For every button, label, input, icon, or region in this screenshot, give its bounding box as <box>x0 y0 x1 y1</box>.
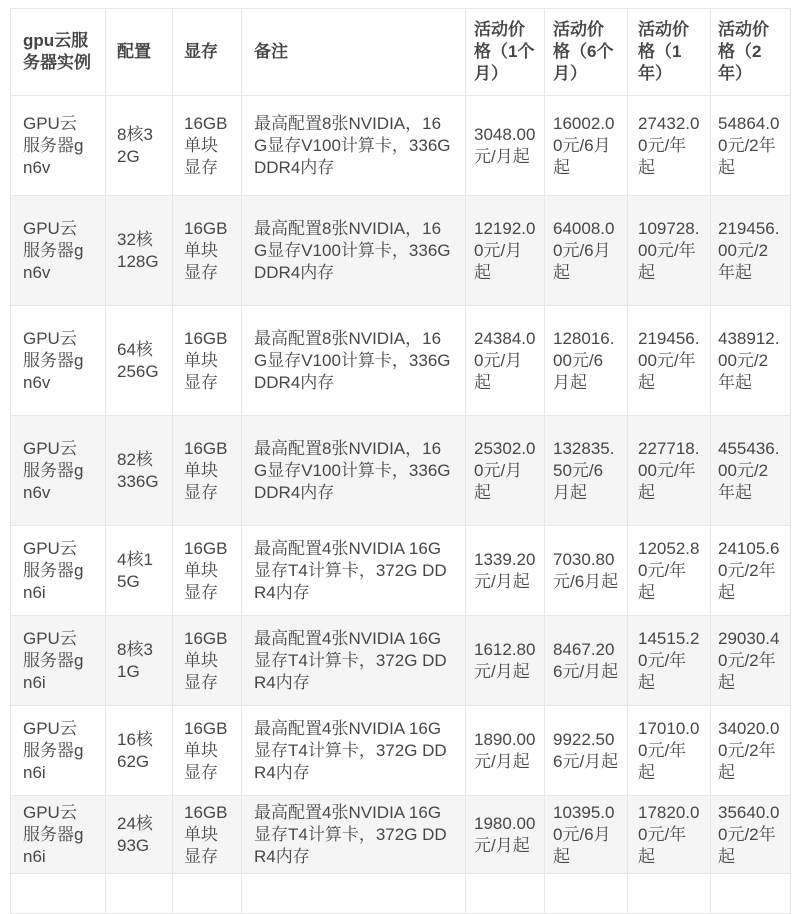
cell-price-1-month <box>466 874 545 914</box>
table-partial-row-clipped <box>11 874 791 914</box>
cell-instance: GPU云服务器gn6v <box>11 416 106 526</box>
table-header <box>11 9 791 96</box>
cell-note: 最高配置4张NVIDIA 16G显存T4计算卡，372G DDR4内存 <box>242 526 466 616</box>
cell-instance: GPU云服务器gn6v <box>11 306 106 416</box>
table-row <box>11 306 791 416</box>
table-row <box>11 416 791 526</box>
cell-vram: 16GB单块显存 <box>173 196 242 306</box>
cell-price-1-month: 1339.20元/月起 <box>466 526 545 616</box>
cell-price-1-year: 227718.00元/年起 <box>628 416 711 526</box>
cell-price-1-month: 3048.00元/月起 <box>466 96 545 196</box>
cell-price-6-month: 8467.206元/月起 <box>545 616 628 706</box>
cell-note: 最高配置4张NVIDIA 16G显存T4计算卡，372G DDR4内存 <box>242 796 466 874</box>
cell-price-1-year: 14515.20元/年起 <box>628 616 711 706</box>
header-price-6-month: 活动价格（6个月） <box>545 9 628 96</box>
cell-price-2-year: 455436.00元/2年起 <box>711 416 791 526</box>
header-price-1-month: 活动价格（1个月） <box>466 9 545 96</box>
table-row <box>11 96 791 196</box>
cell-price-6-month <box>545 874 628 914</box>
cell-price-2-year: 29030.40元/2年起 <box>711 616 791 706</box>
cell-config: 82核336G <box>106 416 173 526</box>
gpu-pricing-table <box>10 8 791 914</box>
cell-config: 4核15G <box>106 526 173 616</box>
cell-vram: 16GB单块显存 <box>173 416 242 526</box>
cell-price-1-year <box>628 874 711 914</box>
cell-note: 最高配置4张NVIDIA 16G显存T4计算卡，372G DDR4内存 <box>242 706 466 796</box>
cell-price-1-month: 1612.80元/月起 <box>466 616 545 706</box>
cell-vram: 16GB单块显存 <box>173 796 242 874</box>
cell-config: 32核128G <box>106 196 173 306</box>
table-row <box>11 706 791 796</box>
cell-vram: 16GB单块显存 <box>173 306 242 416</box>
cell-price-1-month: 25302.00元/月起 <box>466 416 545 526</box>
cell-vram: 16GB单块显存 <box>173 616 242 706</box>
cell-config: 64核256G <box>106 306 173 416</box>
cell-price-1-month: 1980.00元/月起 <box>466 796 545 874</box>
table-row <box>11 616 791 706</box>
cell-vram: 16GB单块显存 <box>173 526 242 616</box>
cell-instance <box>11 874 106 914</box>
header-config: 配置 <box>106 9 173 96</box>
cell-note <box>242 874 466 914</box>
cell-vram: 16GB单块显存 <box>173 706 242 796</box>
cell-price-6-month: 9922.506元/月起 <box>545 706 628 796</box>
cell-config: 8核31G <box>106 616 173 706</box>
cell-price-6-month: 64008.00元/6月起 <box>545 196 628 306</box>
cell-price-2-year: 34020.00元/2年起 <box>711 706 791 796</box>
header-vram: 显存 <box>173 9 242 96</box>
cell-vram: 16GB单块显存 <box>173 96 242 196</box>
cell-note: 最高配置8张NVIDIA，16G显存V100计算卡，336G DDR4内存 <box>242 96 466 196</box>
cell-instance: GPU云服务器gn6i <box>11 796 106 874</box>
table-row <box>11 874 791 914</box>
cell-price-2-year: 219456.00元/2年起 <box>711 196 791 306</box>
cell-price-6-month: 10395.00元/6月起 <box>545 796 628 874</box>
cell-note: 最高配置8张NVIDIA，16G显存V100计算卡，336G DDR4内存 <box>242 416 466 526</box>
header-price-2-year: 活动价格（2年） <box>711 9 791 96</box>
cell-price-1-year: 27432.00元/年起 <box>628 96 711 196</box>
cell-price-6-month: 132835.50元/6月起 <box>545 416 628 526</box>
cell-instance: GPU云服务器gn6i <box>11 616 106 706</box>
table-row <box>11 526 791 616</box>
header-instance: gpu云服务器实例 <box>11 9 106 96</box>
cell-price-1-month: 1890.00元/月起 <box>466 706 545 796</box>
cell-price-6-month: 128016.00元/6月起 <box>545 306 628 416</box>
cell-instance: GPU云服务器gn6v <box>11 196 106 306</box>
cell-price-6-month: 7030.80元/6月起 <box>545 526 628 616</box>
cell-instance: GPU云服务器gn6i <box>11 706 106 796</box>
cell-price-2-year: 438912.00元/2年起 <box>711 306 791 416</box>
cell-note: 最高配置8张NVIDIA，16G显存V100计算卡，336G DDR4内存 <box>242 306 466 416</box>
cell-note: 最高配置8张NVIDIA，16G显存V100计算卡，336G DDR4内存 <box>242 196 466 306</box>
table-row <box>11 196 791 306</box>
cell-note: 最高配置4张NVIDIA 16G显存T4计算卡，372G DDR4内存 <box>242 616 466 706</box>
table-row <box>11 796 791 874</box>
cell-price-1-month: 24384.00元/月起 <box>466 306 545 416</box>
cell-price-1-year: 219456.00元/年起 <box>628 306 711 416</box>
cell-price-2-year: 35640.00元/2年起 <box>711 796 791 874</box>
cell-price-2-year: 24105.60元/2年起 <box>711 526 791 616</box>
table-body <box>11 96 791 874</box>
cell-config <box>106 874 173 914</box>
cell-price-1-year: 17820.00元/年起 <box>628 796 711 874</box>
cell-instance: GPU云服务器gn6i <box>11 526 106 616</box>
cell-instance: GPU云服务器gn6v <box>11 96 106 196</box>
cell-price-1-year: 12052.80元/年起 <box>628 526 711 616</box>
cell-vram <box>173 874 242 914</box>
header-row <box>11 9 791 96</box>
cell-price-2-year: 54864.00元/2年起 <box>711 96 791 196</box>
header-note: 备注 <box>242 9 466 96</box>
cell-price-1-year: 109728.00元/年起 <box>628 196 711 306</box>
cell-config: 8核32G <box>106 96 173 196</box>
cell-price-1-month: 12192.00元/月起 <box>466 196 545 306</box>
cell-config: 24核93G <box>106 796 173 874</box>
cell-price-1-year: 17010.00元/年起 <box>628 706 711 796</box>
cell-price-6-month: 16002.00元/6月起 <box>545 96 628 196</box>
cell-config: 16核62G <box>106 706 173 796</box>
cell-price-2-year <box>711 874 791 914</box>
header-price-1-year: 活动价格（1年） <box>628 9 711 96</box>
